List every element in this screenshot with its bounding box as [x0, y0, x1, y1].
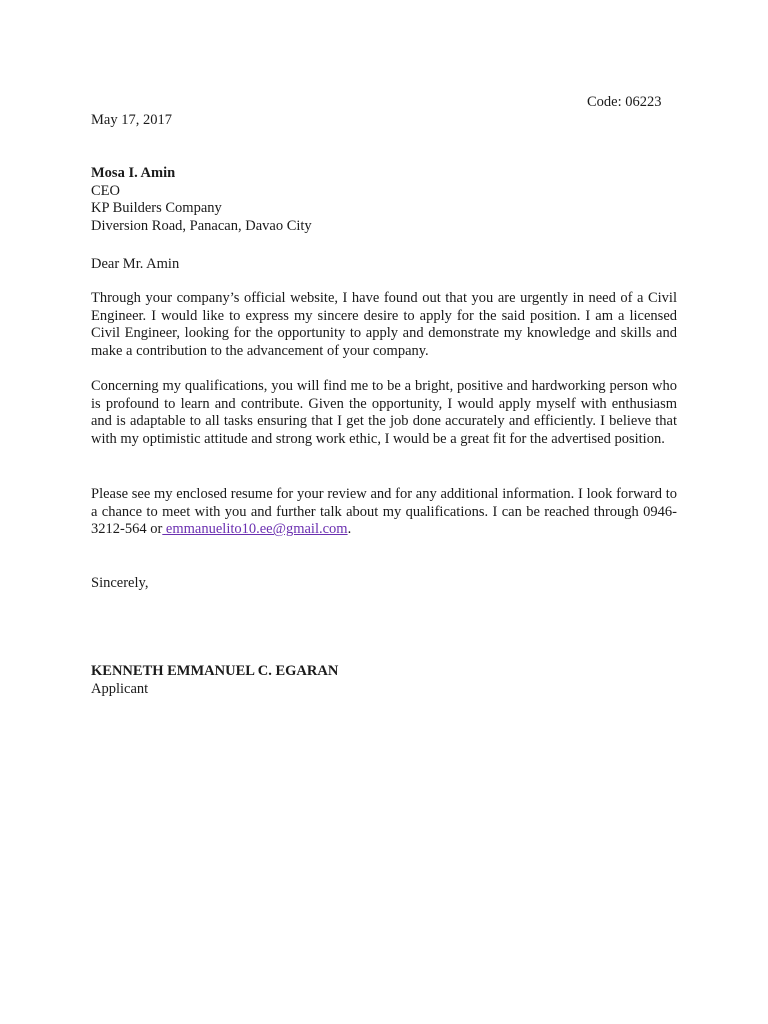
closing: Sincerely, [91, 575, 149, 591]
recipient-title: CEO [91, 182, 120, 199]
salutation: Dear Mr. Amin [91, 256, 180, 272]
body-paragraph-3 [91, 486, 677, 539]
document-code: Code: 06223 [587, 94, 662, 110]
signer-name: KENNETH EMMANUEL C. EGARAN [91, 663, 339, 679]
letter-date: May 17, 2017 [91, 112, 172, 128]
recipient-block [91, 165, 312, 235]
recipient-name: Mosa I. Amin [91, 165, 176, 181]
paragraph-3-end: . [347, 521, 352, 538]
paragraph-3-text: Please see my enclosed resume for your review and for any additional information. I look forward to a chance to meet with you and further talk about my qualifications. I can be reached through 0946-3212-564 or [91, 486, 677, 538]
signer-title: Applicant [91, 680, 149, 697]
signature-block [91, 663, 338, 698]
body-paragraph-2: Concerning my qualifications, you will find me to be a bright, positive and hardworking person who is profound to learn and contribute. Given the opportunity, I would apply myself with enthusiasm and is adaptable to all tasks ensuring that I get the job done accurately and efficiently. I believe that with my optimistic attitude and strong work ethic, I would be a great fit for the advertised position. [91, 378, 677, 447]
recipient-address: Diversion Road, Panacan, Davao City [91, 217, 312, 234]
body-paragraph-1: Through your company’s official website, I have found out that you are urgently in need of a Civil Engineer. I would like to express my sincere desire to apply for the said position. I am a licensed Civil Engineer, looking for the opportunity to apply and demonstrate my knowledge and skills and make a contribution to the advancement of your company. [91, 290, 677, 359]
recipient-company: KP Builders Company [91, 200, 222, 217]
email-link[interactable]: emmanuelito10.ee@gmail.com [162, 521, 348, 538]
